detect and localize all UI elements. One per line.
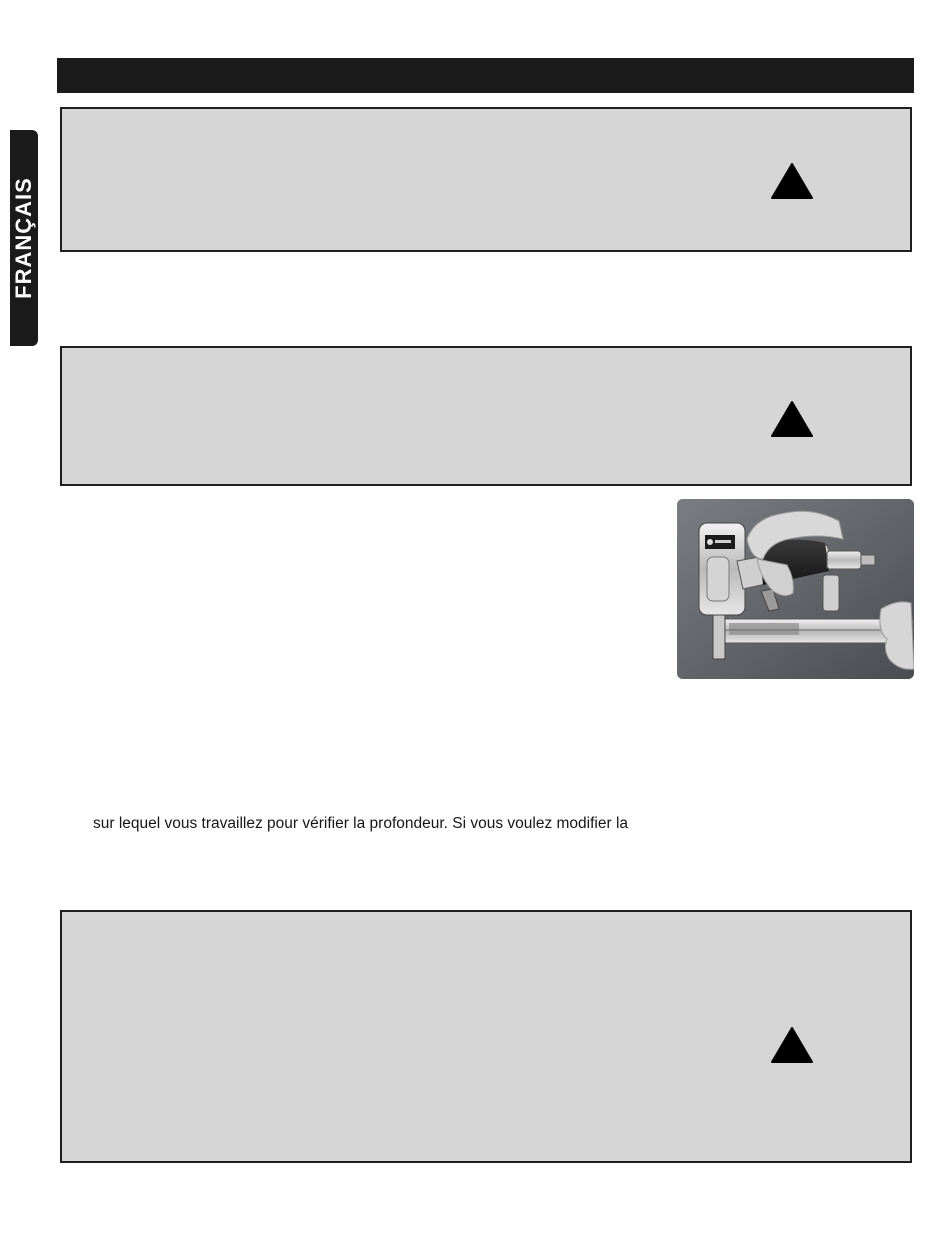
- warning-box: [60, 107, 912, 252]
- warning-box: [60, 346, 912, 486]
- warning-box: [60, 910, 912, 1163]
- language-tab: [10, 130, 38, 346]
- stapler-photo: [677, 499, 914, 679]
- warning-triangle-icon: [770, 162, 814, 200]
- warning-triangle-icon: [770, 400, 814, 438]
- body-text-line: sur lequel vous travaillez pour vérifier la profondeur. Si vous voulez modifier la: [93, 815, 629, 832]
- language-tab-label: FRANÇAIS: [11, 177, 36, 299]
- stapler-photo-image: [677, 499, 914, 679]
- section-header-bar: [57, 58, 914, 93]
- warning-triangle-icon: [770, 1026, 814, 1064]
